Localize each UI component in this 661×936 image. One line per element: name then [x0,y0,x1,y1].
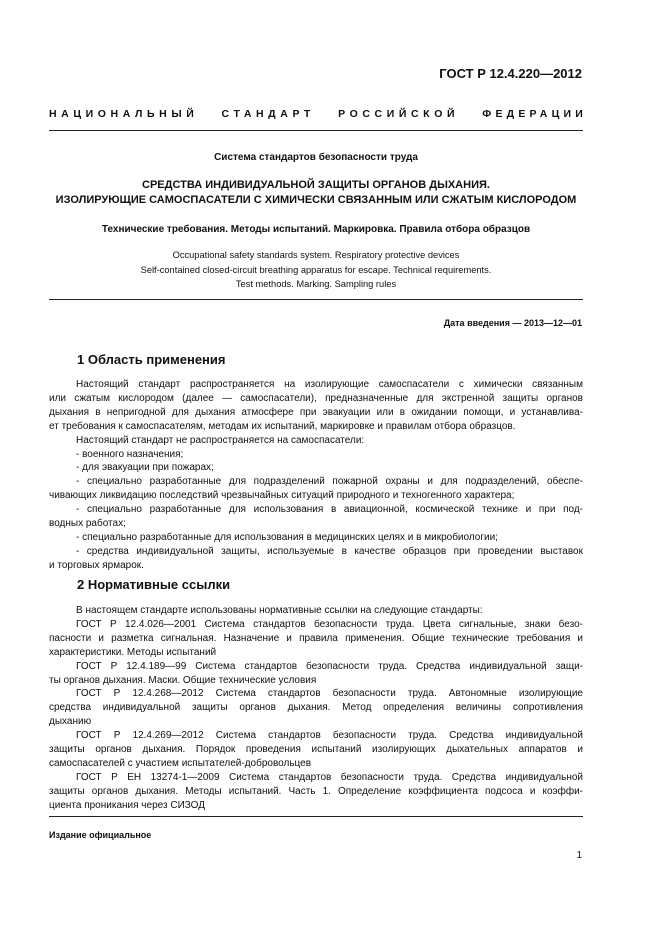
main-title-line-2: ИЗОЛИРУЮЩИЕ САМОСПАСАТЕЛИ С ХИМИЧЕСКИ СВЯЗАННЫМ ИЛИ СЖАТЫМ КИСЛОРОДОМ [55,194,577,206]
paragraph-line: или сжатым кислородом (далее — самоспасатели), предназначенные для экстренной защиты органов [49,392,583,404]
list-item: - специально разработанные для использования в медицинских целях и в микробиологии; [76,531,498,543]
list-item: - военного назначения; [76,448,184,460]
section-2-body [49,604,583,813]
reference-line: циента проникания через СИЗОД [49,799,206,811]
main-title-line-1: СРЕДСТВА ИНДИВИДУАЛЬНОЙ ЗАЩИТЫ ОРГАНОВ ДЫХАНИЯ. [142,179,490,191]
list-item: чивающих ликвидацию последствий чрезвычайных ситуаций природного и техногенного характера; [49,490,515,502]
paragraph-line: В настоящем стандарте использованы нормативные ссылки на следующие стандарты: [76,605,483,616]
reference-line: ГОСТ Р 12.4.026—2001 Система стандартов безопасности труда. Цвета сигнальные, знаки безо- [76,618,583,630]
list-item: - средства индивидуальной защиты, используемые в качестве образцов при проведении выставок [76,545,583,557]
footer-divider [49,816,583,817]
reference-line: защиты органов дыхания. Методы испытаний. Часть 1. Определение коэффициента подсоса и коэффи- [49,785,583,797]
english-title-line-1: Occupational safety standards system. Respiratory protective devices [172,250,460,260]
list-item: - специально разработанные для подразделений пожарной охраны и для подразделений, обеспе- [76,476,583,488]
section-1-body [49,378,583,573]
list-item: водных работах; [49,518,126,530]
reference-line: защиты органов дыхания. Порядок проведения испытаний изолирующих дыхательных аппаратов и [49,744,583,756]
english-title-line-3: Test methods. Marking. Sampling rules [235,279,397,289]
banner-word: НАЦИОНАЛЬНЫЙ [49,108,199,120]
section-2-heading: 2 Нормативные ссылки [77,577,231,592]
reference-line: характеристики. Методы испытаний [49,646,217,658]
title-divider [49,299,583,300]
reference-line: ГОСТ Р 12.4.268—2012 Система стандартов безопасности труда. Автономные изолирующие [76,688,583,700]
english-title-line-2: Self-contained closed-circuit breathing apparatus for escape. Technical requirements. [140,265,492,275]
list-item: - для эвакуации при пожарах; [76,462,214,474]
list-item: - специально разработанные для использования в авиационной, космической технике и при под- [76,504,583,516]
introduction-date: Дата введения — 2013—12—01 [443,318,582,328]
reference-line: средства индивидуальной защиты органов дыхания. Метод определения величины сопротивления [49,702,583,714]
reference-line: ГОСТ Р 12.4.269—2012 Система стандартов безопасности труда. Средства индивидуальной [76,730,583,742]
banner-word: ФЕДЕРАЦИИ [482,108,587,120]
reference-line: ты органов дыхания. Маски. Общие технические условия [49,674,317,686]
page-number: 1 [576,850,582,861]
paragraph-line: дыхания в непригодной для дыхания атмосфере при эвакуации или в ожидании помощи, и устанавлива- [49,406,583,418]
reference-line: пасности и разметка сигнальная. Назначение и правила применения. Общие технические требования и [49,632,583,644]
section-1-heading: 1 Область применения [77,352,226,367]
reference-line: ГОСТ Р 12.4.189—99 Система стандартов безопасности труда. Средства индивидуальной защи- [76,660,583,672]
reference-line: дыханию [49,716,92,728]
reference-line: ГОСТ Р ЕН 13274-1—2009 Система стандартов безопасности труда. Средства индивидуальной [76,771,583,783]
reference-line: самоспасателей с участием испытателей-добровольцев [49,757,312,769]
subtitle: Технические требования. Методы испытаний. Маркировка. Правила отбора образцов [101,224,531,235]
paragraph-line: Настоящий стандарт распространяется на изолирующие самоспасатели с химически связанным [76,379,583,390]
top-divider [49,130,583,131]
banner-word: СТАНДАРТ [221,108,315,120]
list-item: и торговых ярмарок. [49,559,144,571]
official-edition-label: Издание официальное [49,830,152,840]
system-title: Система стандартов безопасности труда [214,152,418,163]
paragraph-line: Настоящий стандарт не распространяется на самоспасатели: [76,434,365,446]
national-standard-banner [49,108,587,120]
banner-word: РОССИЙСКОЙ [338,108,460,120]
standard-code: ГОСТ Р 12.4.220—2012 [439,66,582,81]
paragraph-line: ет требования к самоспасателям, методам их испытаний, маркировке и правилам отбора образцов. [49,420,516,432]
